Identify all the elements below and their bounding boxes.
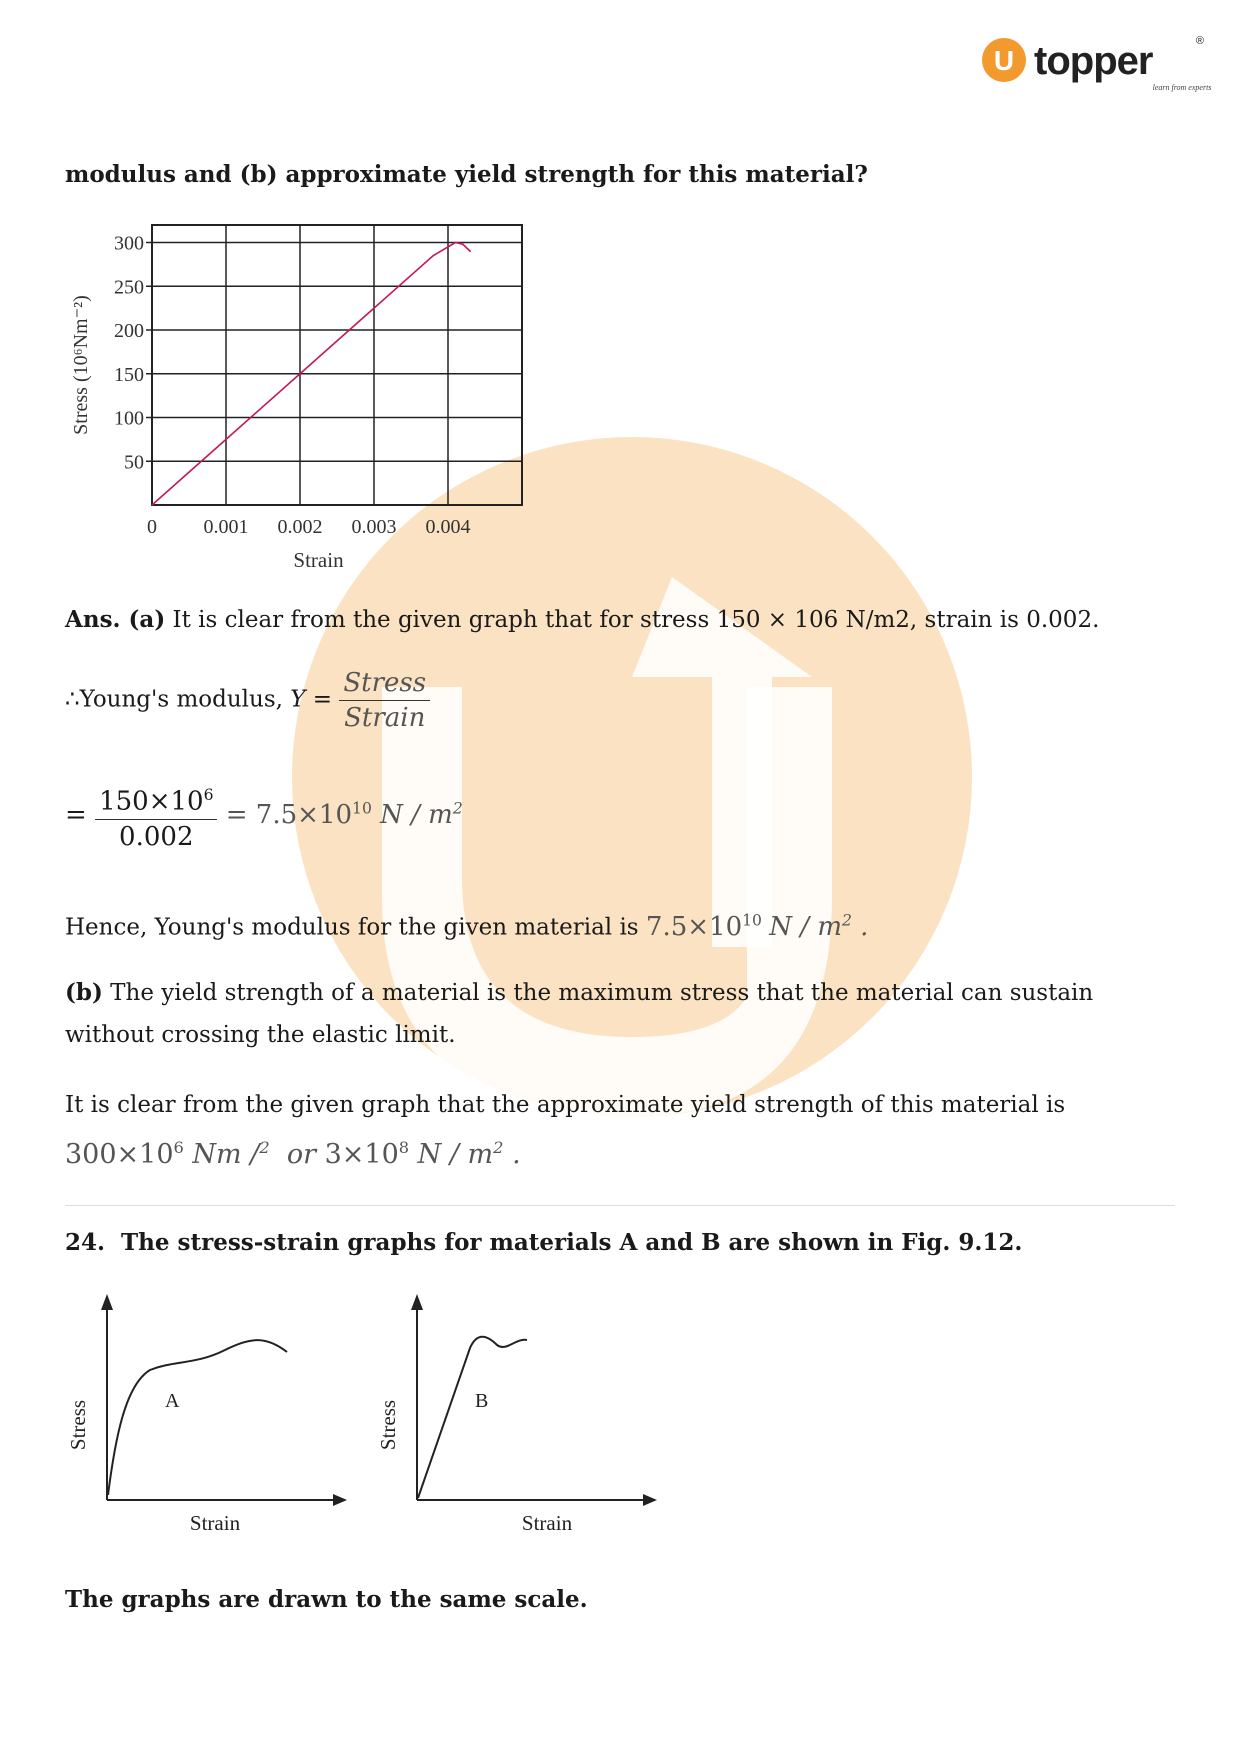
yield-v1-exp: 6 — [173, 1138, 184, 1157]
calc-result-exp: 10 — [352, 799, 372, 818]
data-point — [225, 439, 227, 441]
question-text: modulus and (b) approximate yield strength for this material? — [65, 161, 868, 188]
youngs-label: Young's modulus, — [79, 686, 283, 713]
yield-end: . — [503, 1139, 521, 1170]
answer-b-text-1: The yield strength of a material is the maximum stress that the material can sustain — [110, 980, 1094, 1006]
youngs-modulus-formula — [65, 668, 430, 733]
registered-mark: ® — [1195, 35, 1204, 47]
hence-value: 7.5×10 — [645, 911, 743, 942]
x-tick-label: 0 — [147, 516, 157, 538]
graph-b-ylabel: Stress — [376, 1399, 400, 1451]
answer-b-label: (b) — [65, 979, 103, 1006]
y-tick-label: 100 — [114, 407, 144, 430]
yield-u1: Nm / — [192, 1139, 260, 1170]
yield-value-line — [65, 1133, 521, 1170]
logo-tagline: learn from experts — [1152, 83, 1212, 92]
hence-unit: N / m — [769, 911, 842, 942]
data-point — [373, 307, 375, 309]
data-point — [299, 373, 301, 375]
calculation-line — [65, 780, 463, 852]
graph-b-y-arrow-icon — [411, 1294, 423, 1310]
hence-statement — [65, 905, 868, 943]
x-tick-label: 0.002 — [277, 516, 323, 538]
plot-frame — [152, 225, 522, 505]
data-point — [455, 242, 457, 244]
graph-a — [65, 1290, 355, 1550]
hence-unit-exp: 2 — [842, 911, 852, 929]
calc-denominator: 0.002 — [119, 821, 194, 852]
calc-unit: N / m — [380, 799, 453, 830]
fraction-numerator: Stress — [339, 668, 430, 701]
calc-result: = 7.5×10 — [225, 799, 353, 830]
y-tick-label: 50 — [124, 451, 144, 474]
graph-b-x-arrow-icon — [643, 1494, 657, 1506]
y-tick-label: 250 — [114, 276, 144, 299]
graphs-note: The graphs are drawn to the same scale. — [65, 1586, 588, 1613]
data-point — [151, 504, 153, 506]
data-point — [432, 255, 434, 257]
calc-unit-exp: 2 — [452, 799, 463, 818]
question-24-number: 24. — [65, 1229, 106, 1256]
question-24-text: The stress-strain graphs for materials A and B are shown in Fig. 9.12. — [121, 1229, 1023, 1256]
answer-a — [65, 605, 1099, 635]
fraction-denominator: Strain — [344, 703, 426, 733]
graph-a-x-arrow-icon — [333, 1494, 347, 1506]
yield-text: It is clear from the given graph that the approximate yield strength of this material is — [65, 1092, 1066, 1118]
yield-u2: N / m — [417, 1139, 494, 1170]
logo-letter: U — [993, 45, 1015, 76]
logo-wordmark: topper — [1034, 39, 1153, 83]
question-24 — [65, 1228, 1022, 1258]
x-axis-label: Strain — [293, 548, 344, 572]
x-tick-label: 0.001 — [203, 516, 249, 538]
graph-b-label: B — [475, 1390, 489, 1412]
graph-b — [375, 1290, 665, 1550]
graph-a-xlabel: Strain — [189, 1511, 241, 1535]
hence-end: . — [851, 911, 869, 942]
y-axis-label: Stress (10⁶Nm⁻²) — [70, 295, 92, 435]
brand-logo — [982, 30, 1212, 100]
y-tick-label: 200 — [114, 320, 144, 342]
data-point — [462, 243, 464, 245]
calc-numerator-exp: 6 — [203, 786, 214, 804]
hence-text: Hence, Young's modulus for the given material is — [65, 914, 639, 941]
x-tick-label: 0.003 — [351, 516, 397, 538]
yield-v2: 3×10 — [324, 1139, 399, 1170]
yield-u2-exp: 2 — [493, 1138, 504, 1157]
answer-a-label: Ans. (a) — [65, 606, 166, 633]
graph-a-label: A — [165, 1390, 180, 1412]
graph-a-ylabel: Stress — [66, 1399, 90, 1451]
graph-b-xlabel: Strain — [521, 1511, 573, 1535]
stress-over-strain-fraction — [339, 668, 430, 733]
yield-u1-exp: 2 — [259, 1138, 270, 1157]
y-tick-label: 150 — [114, 363, 144, 386]
y-tick-label: 300 — [114, 232, 144, 255]
equals-sign: = — [312, 686, 333, 713]
yield-v2-exp: 8 — [398, 1138, 410, 1157]
x-tick-label: 0.004 — [425, 516, 471, 538]
calc-equals: = — [65, 799, 87, 830]
answer-b-line-1 — [65, 978, 1093, 1008]
hence-value-exp: 10 — [742, 911, 762, 929]
graph-a-y-arrow-icon — [101, 1294, 113, 1310]
section-divider — [65, 1205, 1175, 1206]
symbol-Y: Y — [290, 686, 306, 713]
therefore-symbol: ∴ — [65, 686, 80, 713]
answer-a-text: It is clear from the given graph that for stress 150 × 106 N/m2, strain is 0.002. — [172, 607, 1100, 633]
stress-strain-chart — [65, 215, 545, 575]
data-point — [469, 250, 471, 252]
graph-a-curve — [108, 1340, 287, 1495]
answer-b-line-2: without crossing the elastic limit. — [65, 1022, 456, 1048]
yield-v1: 300×10 — [65, 1139, 174, 1170]
calc-numerator: 150×10 — [99, 786, 204, 817]
graph-b-curve — [418, 1337, 527, 1498]
yield-or: or — [286, 1139, 316, 1170]
calc-fraction — [95, 780, 217, 852]
